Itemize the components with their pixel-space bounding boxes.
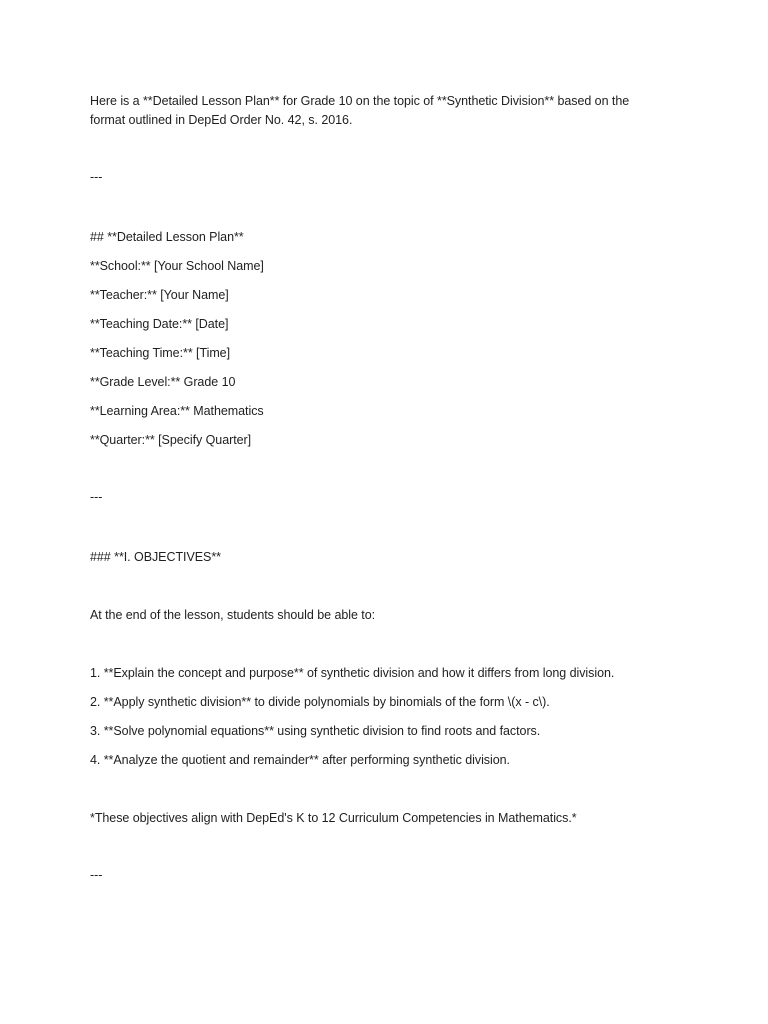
field-grade-level: **Grade Level:** Grade 10 bbox=[90, 375, 236, 389]
objective-item-3: 3. **Solve polynomial equations** using synthetic division to find roots and factors. bbox=[90, 724, 541, 738]
objective-item-2: 2. **Apply synthetic division** to divide polynomials by binomials of the form \(x - c\). bbox=[90, 695, 550, 709]
intro-text-line-1: Here is a **Detailed Lesson Plan** for Grade 10 on the topic of **Synthetic Division** based on the bbox=[90, 94, 630, 108]
lesson-plan-heading: ## **Detailed Lesson Plan** bbox=[90, 230, 244, 244]
objective-item-1: 1. **Explain the concept and purpose** of synthetic division and how it differs from long division. bbox=[90, 666, 615, 680]
objectives-heading: ### **I. OBJECTIVES** bbox=[90, 550, 221, 564]
objective-item-4: 4. **Analyze the quotient and remainder** after performing synthetic division. bbox=[90, 753, 510, 767]
field-school: **School:** [Your School Name] bbox=[90, 259, 264, 273]
field-learning-area: **Learning Area:** Mathematics bbox=[90, 404, 264, 418]
separator: --- bbox=[90, 868, 103, 882]
separator: --- bbox=[90, 170, 103, 184]
separator: --- bbox=[90, 490, 103, 504]
objectives-intro: At the end of the lesson, students should be able to: bbox=[90, 608, 376, 622]
alignment-note: *These objectives align with DepEd's K to 12 Curriculum Competencies in Mathematics.* bbox=[90, 811, 577, 825]
field-quarter: **Quarter:** [Specify Quarter] bbox=[90, 433, 252, 447]
intro-text-line-2: format outlined in DepEd Order No. 42, s. 2016. bbox=[90, 113, 353, 127]
field-teaching-date: **Teaching Date:** [Date] bbox=[90, 317, 229, 331]
field-teacher: **Teacher:** [Your Name] bbox=[90, 288, 229, 302]
field-teaching-time: **Teaching Time:** [Time] bbox=[90, 346, 231, 360]
